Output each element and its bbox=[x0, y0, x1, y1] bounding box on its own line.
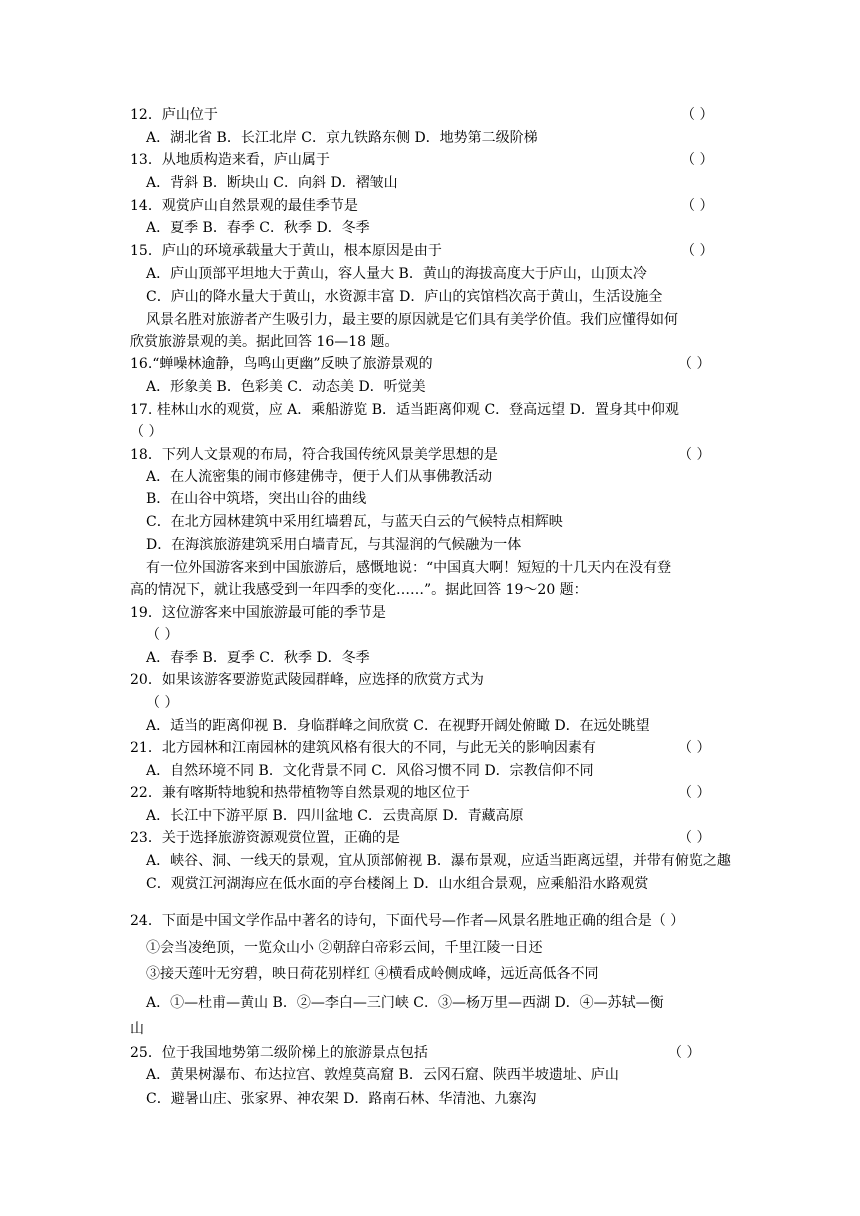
text-line: C．观赏江河湖海应在低水面的亭台楼阁上 D．山水组合景观，应乘船沿水路观赏 bbox=[146, 876, 649, 892]
text-line: 欣赏旅游景观的美。据此回答 16—18 题。 bbox=[130, 334, 399, 350]
text-line: 15．庐山的环境承载量大于黄山，根本原因是由于 bbox=[130, 243, 442, 259]
text-line: 18．下列人文景观的布局，符合我国传统风景美学思想的是 bbox=[130, 447, 498, 463]
text-line: A．在人流密集的闹市修建佛寺，便于人们从事佛教活动 bbox=[146, 469, 493, 485]
text-line: A．自然环境不同 B．文化背景不同 C．风俗习惯不同 D．宗教信仰不同 bbox=[146, 763, 594, 779]
text-line: 有一位外国游客来到中国旅游后，感慨地说：“中国真大啊！短短的十几天内在没有登 bbox=[146, 560, 672, 576]
answer-bracket: （ ） bbox=[678, 356, 711, 372]
answer-bracket: （ ） bbox=[681, 198, 714, 214]
text-line: 19．这位游客来中国旅游最可能的季节是 bbox=[130, 605, 386, 621]
text-line: 17. 桂林山水的观赏，应 A．乘船游览 B．适当距离仰观 C．登高远望 D．置身其中仰观 bbox=[130, 402, 679, 418]
text-line: B．在山谷中筑塔，突出山谷的曲线 bbox=[146, 491, 367, 507]
text-line: ③接天莲叶无穷碧，映日荷花别样红 ④横看成岭侧成峰，远近高低各不同 bbox=[146, 966, 599, 982]
text-line: （ ） bbox=[146, 627, 179, 643]
text-line: 16.“蝉噪林逾静，鸟鸣山更幽”反映了旅游景观的 bbox=[130, 356, 433, 372]
answer-bracket: （ ） bbox=[681, 243, 714, 259]
text-line: A．夏季 B．春季 C．秋季 D．冬季 bbox=[146, 220, 370, 236]
answer-bracket: （ ） bbox=[678, 785, 711, 801]
text-line: C．庐山的降水量大于黄山，水资源丰富 D．庐山的宾馆档次高于黄山，生活设施全 bbox=[146, 289, 663, 305]
text-line: 14．观赏庐山自然景观的最佳季节是 bbox=[130, 198, 358, 214]
text-line: 21．北方园林和江南园林的建筑风格有很大的不同，与此无关的影响因素有 bbox=[130, 740, 596, 756]
text-line: ①会当凌绝顶，一览众山小 ②朝辞白帝彩云间，千里江陵一日还 bbox=[146, 940, 543, 956]
text-line: C．避暑山庄、张家界、神农架 D．路南石林、华清池、九寨沟 bbox=[146, 1091, 537, 1107]
text-line: A．背斜 B．断块山 C．向斜 D．褶皱山 bbox=[146, 175, 398, 191]
text-line: A．①—杜甫—黄山 B．②—李白—三门峡 C．③—杨万里—西湖 D．④—苏轼—衡 bbox=[146, 995, 664, 1011]
text-line: 23．关于选择旅游资源观赏位置，正确的是 bbox=[130, 830, 400, 846]
answer-bracket: （ ） bbox=[668, 1045, 701, 1061]
answer-bracket: （ ） bbox=[681, 152, 714, 168]
text-line: 13．从地质构造来看，庐山属于 bbox=[130, 152, 330, 168]
text-line: 高的情况下，就让我感受到一年四季的变化……”。据此回答 19～20 题： bbox=[130, 582, 588, 598]
text-line: C．在北方园林建筑中采用红墙碧瓦，与蓝天白云的气候特点相辉映 bbox=[146, 514, 563, 530]
text-line: 24．下面是中国文学作品中著名的诗句，下面代号—作者—风景名胜地正确的组合是（ ） bbox=[130, 913, 685, 929]
answer-bracket: （ ） bbox=[678, 447, 711, 463]
text-line: 山 bbox=[130, 1021, 144, 1037]
text-line: A．形象美 B．色彩美 C．动态美 D．听觉美 bbox=[146, 379, 426, 395]
text-line: 风景名胜对旅游者产生吸引力，最主要的原因就是它们具有美学价值。我们应懂得如何 bbox=[146, 312, 678, 328]
text-line: A．春季 B．夏季 C．秋季 D．冬季 bbox=[146, 650, 370, 666]
text-line: A．庐山顶部平坦地大于黄山，容人量大 B．黄山的海拔高度大于庐山，山顶太冷 bbox=[146, 266, 647, 282]
text-line: A．峡谷、洞、一线天的景观，宜从顶部俯视 B．瀑布景观，应适当距离远望，并带有俯览之趣 bbox=[146, 853, 731, 869]
answer-bracket: （ ） bbox=[681, 107, 714, 123]
text-line: （ ） bbox=[130, 424, 163, 440]
answer-bracket: （ ） bbox=[678, 830, 711, 846]
answer-bracket: （ ） bbox=[678, 740, 711, 756]
text-line: 22．兼有喀斯特地貌和热带植物等自然景观的地区位于 bbox=[130, 785, 470, 801]
text-line: D．在海滨旅游建筑采用白墙青瓦，与其湿润的气候融为一体 bbox=[146, 537, 522, 553]
text-line: 25．位于我国地势第二级阶梯上的旅游景点包括 bbox=[130, 1045, 428, 1061]
text-line: A．湖北省 B．长江北岸 C．京九铁路东侧 D．地势第二级阶梯 bbox=[146, 130, 538, 146]
text-line: 12．庐山位于 bbox=[130, 107, 218, 123]
text-line: （ ） bbox=[146, 695, 179, 711]
text-line: A．适当的距离仰视 B．身临群峰之间欣赏 C．在视野开阔处俯瞰 D．在远处眺望 bbox=[146, 718, 650, 734]
text-line: A．黄果树瀑布、布达拉宫、敦煌莫高窟 B．云冈石窟、陕西半坡遗址、庐山 bbox=[146, 1067, 619, 1083]
text-line: A．长江中下游平原 B．四川盆地 C．云贵高原 D．青藏高原 bbox=[146, 808, 524, 824]
text-line: 20．如果该游客要游览武陵园群峰，应选择的欣赏方式为 bbox=[130, 672, 484, 688]
